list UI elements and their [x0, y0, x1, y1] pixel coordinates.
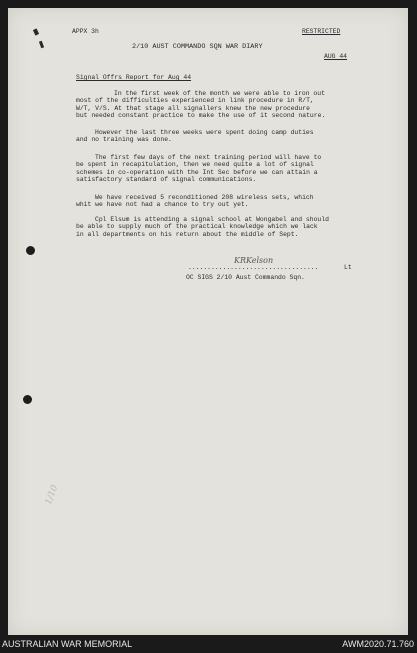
- report-title: Signal Offrs Report for Aug 44: [76, 74, 192, 81]
- paragraph-line: In the first week of the month we were able to iron out: [114, 90, 325, 97]
- paragraph-line: Cpl Elsum is attending a signal school at Wongabel and should: [95, 216, 329, 223]
- paragraph-5: [76, 216, 329, 238]
- diary-month: AUG 44: [324, 53, 348, 60]
- paragraph-line: We have received 5 reconditioned 208 wireless sets, which: [95, 194, 314, 201]
- paragraph-line: schemes in co-operation with the Int Sec before we can attain a: [76, 168, 318, 176]
- paragraph-line: whit we have not had a chance to try out yet.: [76, 201, 249, 209]
- document-page: [8, 8, 408, 635]
- paragraph-line: be spent in recapitulation, then we need quite a lot of signal: [76, 161, 314, 169]
- paragraph-line: but needed constant practice to make the use of it second nature.: [76, 111, 326, 119]
- footer-accession: AWM2020.71.760: [342, 639, 414, 649]
- punch-hole: [26, 246, 35, 255]
- signature-dots: ..................................: [188, 264, 319, 271]
- paragraph-line: and no training was done.: [76, 136, 172, 144]
- paragraph-4: [76, 194, 314, 209]
- paragraph-3: [76, 154, 321, 183]
- footer-source: AUSTRALIAN WAR MEMORIAL: [2, 639, 133, 649]
- paragraph-line: satisfactory standard of signal communications.: [76, 175, 257, 183]
- signature-rank: Lt: [344, 264, 352, 271]
- paragraph-line: be able to supply much of the practical knowledge which we lack: [76, 223, 318, 231]
- paragraph-line: in all departments on his return about the middle of Sept.: [76, 230, 299, 238]
- corner-mark: [39, 41, 44, 49]
- handwritten-signature: KRKelson: [234, 256, 274, 265]
- paragraph-line: However the last three weeks were spent doing camp duties: [95, 129, 314, 136]
- pencil-mark: 1/10: [43, 483, 61, 507]
- paragraph-1: [76, 90, 325, 119]
- paragraph-2: [76, 129, 314, 144]
- paragraph-line: most of the difficulties experienced in link procedure in R/T,: [76, 97, 314, 105]
- appendix-label: APPX 3h: [72, 28, 99, 35]
- paragraph-line: W/T, V/S. At that stage all signallers knew the new procedure: [76, 104, 310, 112]
- paragraph-line: The first few days of the next training period will have to: [95, 154, 322, 161]
- signature-title: OC SIGS 2/10 Aust Commando Sqn.: [186, 274, 305, 281]
- corner-mark: [33, 28, 39, 35]
- punch-hole: [23, 395, 32, 404]
- classification-label: RESTRICTED: [302, 28, 341, 35]
- archive-footer: [0, 635, 417, 653]
- diary-title: 2/10 AUST COMMANDO SQN WAR DIARY: [132, 43, 263, 51]
